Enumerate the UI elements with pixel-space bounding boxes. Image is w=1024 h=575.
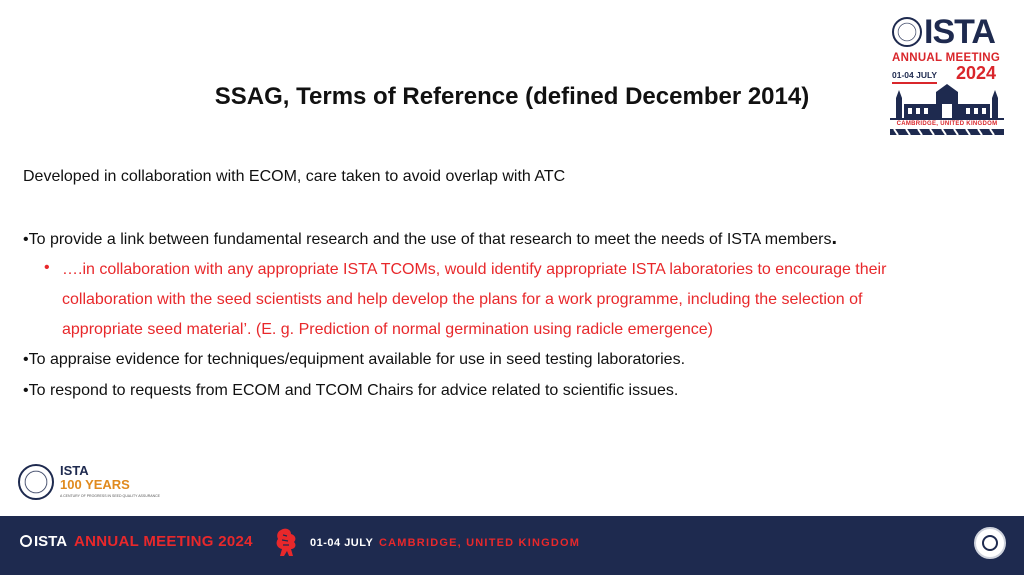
footer-bar <box>0 516 1024 575</box>
bullet-marker: • <box>23 351 29 368</box>
intro-text: Developed in collaboration with ECOM, care taken to avoid overlap with ATC <box>23 168 566 185</box>
logo-stripes-decoration <box>890 129 1004 135</box>
footer-dates: 01-04 JULY <box>310 537 374 549</box>
bullet-text: To respond to requests from ECOM and TCOM Chairs for advice related to scientific issues <box>28 382 674 399</box>
logo-ista-wordmark: ISTA <box>924 13 995 51</box>
ista-badge-icon <box>974 527 1006 559</box>
ista-seal-icon <box>18 464 54 500</box>
logo-year: 2024 <box>956 63 997 83</box>
bullet-end: . <box>831 227 837 249</box>
bullet-marker: • <box>23 231 29 248</box>
centenary-years: 100 YEARS <box>60 477 130 492</box>
slide-title: SSAG, Terms of Reference (defined December 2014) <box>214 83 810 110</box>
sub-bullet-line: appropriate seed material’. (E. g. Prediction of normal germination using radicle emergence) <box>62 321 713 338</box>
bullet-end: . <box>673 382 679 399</box>
lion-icon <box>273 527 299 559</box>
logo-location: CAMBRIDGE, UNITED KINGDOM <box>896 121 998 127</box>
ista-seal-icon <box>20 535 32 547</box>
bullet-text: To appraise evidence for techniques/equipment available for use in seed testing laboratories. <box>28 351 686 368</box>
centenary-tagline: A CENTURY OF PROGRESS IN SEED QUALITY ASSURANCE <box>60 494 160 498</box>
centenary-ista: ISTA <box>60 463 89 478</box>
footer-location: CAMBRIDGE, UNITED KINGDOM <box>379 537 581 549</box>
logo-annual-meeting: ANNUAL MEETING <box>892 52 1001 64</box>
sub-bullet-marker: • <box>44 259 50 276</box>
bullet-item <box>23 228 837 250</box>
footer-annual-meeting: ANNUAL MEETING 2024 <box>74 533 253 550</box>
bullet-item <box>23 350 685 370</box>
bullet-item <box>23 381 678 401</box>
ista-seal-icon <box>892 17 922 47</box>
sub-bullet-line: ….in collaboration with any appropriate ISTA TCOMs, would identify appropriate ISTA laboratories to encourage their <box>62 261 887 278</box>
bullet-text: To provide a link between fundamental research and the use of that research to meet the needs of ISTA members <box>28 231 832 248</box>
bullet-marker: • <box>23 382 29 399</box>
footer-ista: ISTA <box>34 533 68 550</box>
annual-meeting-logo <box>888 14 1008 138</box>
sub-bullet-line: collaboration with the seed scientists and help develop the plans for a work programme, including the selection of <box>62 291 863 308</box>
centenary-logo <box>18 462 160 502</box>
logo-dates: 01-04 JULY <box>892 69 937 84</box>
